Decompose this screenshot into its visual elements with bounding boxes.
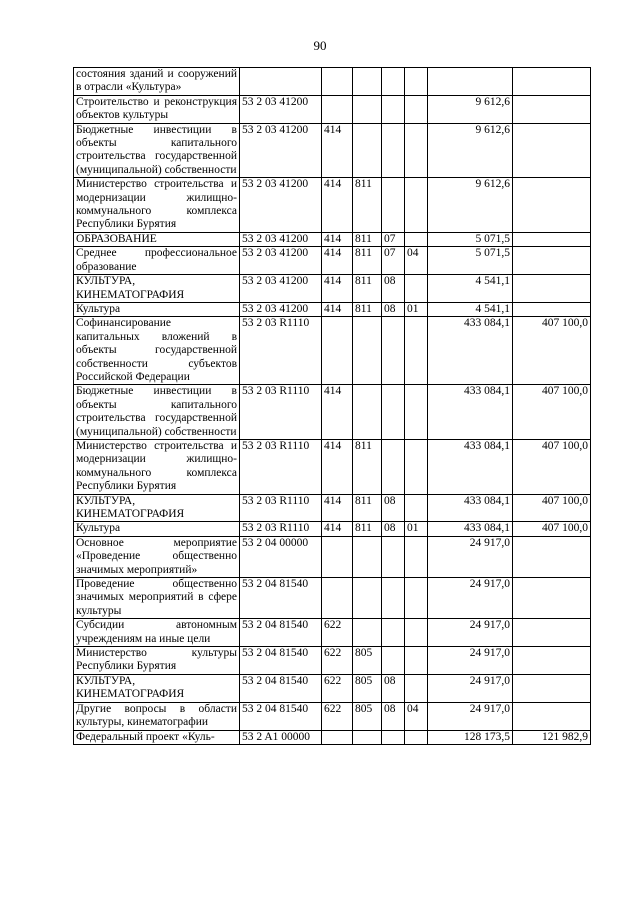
table-row <box>74 95 591 123</box>
administrator-cell: 811 <box>353 494 382 522</box>
amount-cell: 24 917,0 <box>428 619 513 647</box>
subsection-cell <box>405 578 428 619</box>
subsection-cell <box>405 275 428 303</box>
administrator-cell: 811 <box>353 275 382 303</box>
target-article-cell: 53 2 04 00000 <box>240 536 322 577</box>
target-article-cell: 53 2 04 81540 <box>240 702 322 730</box>
target-article-cell: 53 2 03 41200 <box>240 95 322 123</box>
table-row <box>74 647 591 675</box>
target-article-cell: 53 2 03 41200 <box>240 232 322 246</box>
expense-name-cell: Культура <box>74 302 240 316</box>
amount-cell: 5 071,5 <box>428 232 513 246</box>
table-row <box>74 317 591 385</box>
expense-type-cell: 414 <box>322 439 353 494</box>
expense-name-cell: состояния зданий и сооружений в отрасли «Культура» <box>74 68 240 96</box>
expense-name-cell: КУЛЬТУРА, КИНЕМАТОГРАФИЯ <box>74 674 240 702</box>
amount-cell: 24 917,0 <box>428 647 513 675</box>
expense-name-cell: ОБРАЗОВАНИЕ <box>74 232 240 246</box>
amount-cell: 433 084,1 <box>428 439 513 494</box>
administrator-cell <box>353 578 382 619</box>
amount-cell <box>428 68 513 96</box>
table-row <box>74 730 591 744</box>
amount-cell: 9 612,6 <box>428 95 513 123</box>
expense-type-cell: 414 <box>322 247 353 275</box>
table-row <box>74 123 591 178</box>
target-article-cell: 53 2 03 R1110 <box>240 385 322 440</box>
subsection-cell: 01 <box>405 522 428 536</box>
subsection-cell <box>405 123 428 178</box>
target-article-cell: 53 2 04 81540 <box>240 578 322 619</box>
administrator-cell <box>353 95 382 123</box>
expense-type-cell: 414 <box>322 302 353 316</box>
table-row <box>74 522 591 536</box>
expense-type-cell: 414 <box>322 385 353 440</box>
subsection-cell <box>405 536 428 577</box>
table-row <box>74 702 591 730</box>
expense-name-cell: КУЛЬТУРА, КИНЕМАТОГРАФИЯ <box>74 275 240 303</box>
expense-name-cell: Строительство и реконструкция объектов культуры <box>74 95 240 123</box>
subsection-cell: 01 <box>405 302 428 316</box>
section-cell <box>382 536 405 577</box>
federal-amount-cell <box>513 536 591 577</box>
expense-name-cell: Федеральный проект «Куль- <box>74 730 240 744</box>
expense-type-cell: 622 <box>322 674 353 702</box>
administrator-cell: 805 <box>353 702 382 730</box>
section-cell: 08 <box>382 275 405 303</box>
table-row <box>74 247 591 275</box>
subsection-cell: 04 <box>405 247 428 275</box>
target-article-cell: 53 2 03 41200 <box>240 302 322 316</box>
amount-cell: 4 541,1 <box>428 302 513 316</box>
amount-cell: 433 084,1 <box>428 385 513 440</box>
expense-name-cell: Субсидии автономным учреждениям на иные цели <box>74 619 240 647</box>
expense-type-cell <box>322 730 353 744</box>
target-article-cell: 53 2 04 81540 <box>240 647 322 675</box>
expense-type-cell: 414 <box>322 123 353 178</box>
expense-type-cell <box>322 317 353 385</box>
amount-cell: 9 612,6 <box>428 123 513 178</box>
expense-type-cell: 622 <box>322 647 353 675</box>
expense-type-cell <box>322 68 353 96</box>
administrator-cell: 805 <box>353 647 382 675</box>
expense-name-cell: Основное мероприятие «Проведение общественно значимых мероприятий» <box>74 536 240 577</box>
section-cell <box>382 385 405 440</box>
federal-amount-cell: 407 100,0 <box>513 494 591 522</box>
table-row <box>74 178 591 233</box>
expense-name-cell: Министерство строительства и модернизации жилищно-коммунального комплекса Республики Бурятия <box>74 178 240 233</box>
expense-type-cell: 622 <box>322 702 353 730</box>
subsection-cell <box>405 385 428 440</box>
section-cell <box>382 647 405 675</box>
administrator-cell: 811 <box>353 232 382 246</box>
expense-type-cell: 622 <box>322 619 353 647</box>
section-cell <box>382 123 405 178</box>
amount-cell: 128 173,5 <box>428 730 513 744</box>
target-article-cell: 53 2 04 81540 <box>240 674 322 702</box>
target-article-cell: 53 2 03 R1110 <box>240 439 322 494</box>
administrator-cell: 811 <box>353 247 382 275</box>
subsection-cell <box>405 178 428 233</box>
federal-amount-cell <box>513 674 591 702</box>
administrator-cell <box>353 385 382 440</box>
federal-amount-cell <box>513 702 591 730</box>
amount-cell: 433 084,1 <box>428 522 513 536</box>
section-cell: 08 <box>382 302 405 316</box>
table-body <box>74 68 591 745</box>
section-cell: 08 <box>382 674 405 702</box>
amount-cell: 24 917,0 <box>428 536 513 577</box>
target-article-cell: 53 2 A1 00000 <box>240 730 322 744</box>
amount-cell: 4 541,1 <box>428 275 513 303</box>
subsection-cell <box>405 494 428 522</box>
target-article-cell: 53 2 03 R1110 <box>240 522 322 536</box>
federal-amount-cell <box>513 123 591 178</box>
administrator-cell: 811 <box>353 439 382 494</box>
expense-name-cell: Бюджетные инвестиции в объекты капитального строительства государственной (муниципальной) собственности <box>74 123 240 178</box>
expense-type-cell: 414 <box>322 275 353 303</box>
target-article-cell: 53 2 03 41200 <box>240 123 322 178</box>
expense-name-cell: Среднее профессиональное образование <box>74 247 240 275</box>
table-row <box>74 619 591 647</box>
expense-name-cell: Культура <box>74 522 240 536</box>
subsection-cell <box>405 647 428 675</box>
administrator-cell: 811 <box>353 302 382 316</box>
subsection-cell <box>405 95 428 123</box>
federal-amount-cell: 407 100,0 <box>513 317 591 385</box>
expense-type-cell <box>322 536 353 577</box>
federal-amount-cell <box>513 232 591 246</box>
federal-amount-cell <box>513 647 591 675</box>
section-cell <box>382 317 405 385</box>
table-row <box>74 674 591 702</box>
administrator-cell <box>353 123 382 178</box>
expense-type-cell <box>322 95 353 123</box>
subsection-cell <box>405 317 428 385</box>
amount-cell: 5 071,5 <box>428 247 513 275</box>
target-article-cell <box>240 68 322 96</box>
section-cell <box>382 178 405 233</box>
amount-cell: 24 917,0 <box>428 674 513 702</box>
expense-name-cell: Софинансирование капитальных вложений в объекты государственной собственности субъектов Российской Федерации <box>74 317 240 385</box>
administrator-cell: 805 <box>353 674 382 702</box>
section-cell: 08 <box>382 702 405 730</box>
subsection-cell <box>405 439 428 494</box>
expense-type-cell <box>322 578 353 619</box>
federal-amount-cell <box>513 619 591 647</box>
subsection-cell <box>405 619 428 647</box>
federal-amount-cell: 407 100,0 <box>513 522 591 536</box>
target-article-cell: 53 2 03 41200 <box>240 247 322 275</box>
expense-type-cell: 414 <box>322 522 353 536</box>
administrator-cell: 811 <box>353 178 382 233</box>
federal-amount-cell <box>513 247 591 275</box>
subsection-cell <box>405 730 428 744</box>
subsection-cell <box>405 674 428 702</box>
section-cell <box>382 578 405 619</box>
amount-cell: 24 917,0 <box>428 702 513 730</box>
section-cell: 08 <box>382 494 405 522</box>
expense-type-cell: 414 <box>322 178 353 233</box>
section-cell: 08 <box>382 522 405 536</box>
table-row <box>74 385 591 440</box>
federal-amount-cell <box>513 302 591 316</box>
table-row <box>74 439 591 494</box>
section-cell: 07 <box>382 232 405 246</box>
administrator-cell <box>353 68 382 96</box>
expense-name-cell: Проведение общественно значимых мероприятий в сфере культуры <box>74 578 240 619</box>
expense-name-cell: Другие вопросы в области культуры, кинематографии <box>74 702 240 730</box>
administrator-cell <box>353 730 382 744</box>
table-row <box>74 494 591 522</box>
section-cell <box>382 439 405 494</box>
table-row <box>74 232 591 246</box>
federal-amount-cell: 407 100,0 <box>513 439 591 494</box>
target-article-cell: 53 2 03 R1110 <box>240 494 322 522</box>
target-article-cell: 53 2 03 41200 <box>240 178 322 233</box>
section-cell <box>382 730 405 744</box>
federal-amount-cell <box>513 178 591 233</box>
section-cell <box>382 68 405 96</box>
administrator-cell <box>353 536 382 577</box>
federal-amount-cell: 121 982,9 <box>513 730 591 744</box>
section-cell: 07 <box>382 247 405 275</box>
federal-amount-cell <box>513 275 591 303</box>
administrator-cell <box>353 619 382 647</box>
section-cell <box>382 95 405 123</box>
table-row <box>74 302 591 316</box>
federal-amount-cell <box>513 68 591 96</box>
expense-name-cell: КУЛЬТУРА, КИНЕМАТОГРАФИЯ <box>74 494 240 522</box>
table-row <box>74 578 591 619</box>
table-row <box>74 68 591 96</box>
expense-name-cell: Министерство строительства и модернизации жилищно-коммунального комплекса Республики Бурятия <box>74 439 240 494</box>
page-number: 90 <box>313 38 327 53</box>
table-row <box>74 536 591 577</box>
subsection-cell: 04 <box>405 702 428 730</box>
table-row <box>74 275 591 303</box>
section-cell <box>382 619 405 647</box>
target-article-cell: 53 2 03 R1110 <box>240 317 322 385</box>
expense-name-cell: Бюджетные инвестиции в объекты капитального строительства государственной (муниципальной) собственности <box>74 385 240 440</box>
target-article-cell: 53 2 03 41200 <box>240 275 322 303</box>
amount-cell: 433 084,1 <box>428 317 513 385</box>
amount-cell: 433 084,1 <box>428 494 513 522</box>
subsection-cell <box>405 68 428 96</box>
target-article-cell: 53 2 04 81540 <box>240 619 322 647</box>
expense-type-cell: 414 <box>322 494 353 522</box>
budget-table <box>73 67 591 745</box>
administrator-cell: 811 <box>353 522 382 536</box>
expense-type-cell: 414 <box>322 232 353 246</box>
expense-name-cell: Министерство культуры Республики Бурятия <box>74 647 240 675</box>
amount-cell: 24 917,0 <box>428 578 513 619</box>
federal-amount-cell <box>513 95 591 123</box>
federal-amount-cell: 407 100,0 <box>513 385 591 440</box>
amount-cell: 9 612,6 <box>428 178 513 233</box>
administrator-cell <box>353 317 382 385</box>
subsection-cell <box>405 232 428 246</box>
federal-amount-cell <box>513 578 591 619</box>
